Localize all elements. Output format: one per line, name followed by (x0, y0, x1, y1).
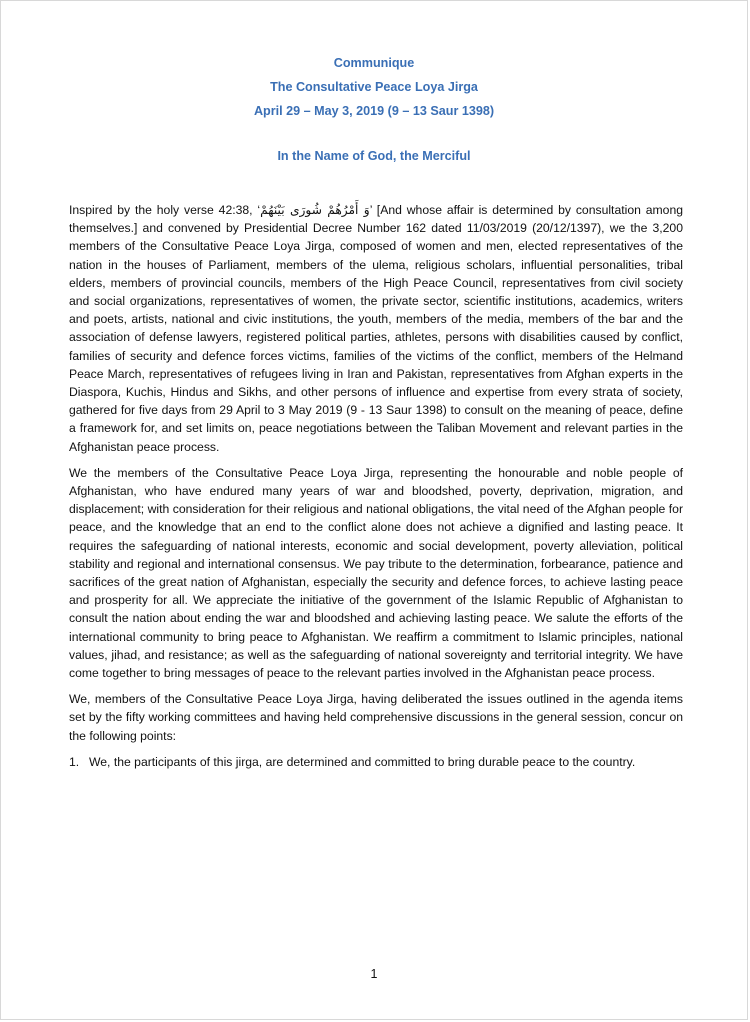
list-item-number: 1. (69, 754, 80, 769)
list-item (69, 753, 683, 771)
list-item-text: We, the participants of this jirga, are determined and committed to bring durable peace to the country. (89, 754, 636, 769)
paragraph-2: We the members of the Consultative Peace Loya Jirga, representing the honourable and noble people of Afghanistan, who have endured many years of war and bloodshed, poverty, deprivation, migration, and displacement; with consideration for their religious and national obligations, the vital need of the Afghan people for peace, and the knowledge that an end to the conflict alone does not achieve a dignified and lasting peace. It requires the safeguarding of national interests, economic and social development, poverty alleviation, political stability and regional and international consensus. We pay tribute to the determination, forbearance, patience and sacrifices of the great nation of Afghanistan, especially the security and defence forces, to achieve lasting peace and prosperity for all. We appreciate the initiative of the government of the Islamic Republic of Afghanistan to consult the nation about ending the war and bloodshed and achieving lasting peace. We salute the efforts of the international community to bring peace to Afghanistan. We reaffirm a commitment to Islamic principles, national values, jihad, and resistance; as well as the safeguarding of national sovereignty and territorial integrity. We have come together to bring messages of peace to the relevant parties involved in the Afghanistan peace process. (69, 465, 683, 681)
invocation-heading: In the Name of God, the Merciful (277, 149, 471, 163)
jirga-title: The Consultative Peace Loya Jirga (270, 80, 478, 94)
paragraph-1-intro: Inspired by the holy verse 42:38, ‘ (69, 203, 261, 217)
paragraph-1 (69, 201, 683, 456)
paragraph-1-rest: ’ [And whose affair is determined by consultation among themselves.] and convened by Presidential Decree Number 162 dated 11/03/2019 (20/12/1397), we the 3,200 members of the Consultative Peace Loya Jirga, composed of women and men, elected representatives of the nation in the houses of Parliament, members of the ulema, religious scholars, influential personalities, tribal elders, members of provincial councils, members of the High Peace Council, representatives from civil society and social organizations, representatives of women, the private sector, scientific institutions, academics, writers and poets, artists, national and civic institutions, the youth, members of the media, members of the bar and the association of defense lawyers, registered political parties, athletes, persons with disabilities caused by conflict, families of security and defence forces victims, families of the victims of the conflict, members of the Helmand Peace March, representatives of refugees living in Iran and Pakistan, representatives from Afghan experts in the Diaspora, Kuchis, Hindus and Sikhs, and other persons of influence and expertise from every strata of society, gathered for five days from 29 April to 3 May 2019 (9 - 13 Saur 1398) to consult on the meaning of peace, define a framework for, and set limits on, peace negotiations between the Taliban Movement and relevant parties in the Afghanistan peace process. (69, 203, 684, 454)
paragraph-3: We, members of the Consultative Peace Loya Jirga, having deliberated the issues outlined in the agenda items set by the fifty working committees and having held comprehensive discussions in the general session, concur on the following points: (69, 692, 683, 743)
communique-title: Communique (333, 56, 415, 70)
date-line: April 29 – May 3, 2019 (9 – 13 Saur 1398) (253, 104, 495, 118)
page-number: 1 (370, 967, 378, 981)
document-body (69, 201, 683, 771)
arabic-verse: وَ أَمْرُهُمْ شُورَى بَيْنَهُمْ (260, 203, 370, 217)
document-header (1, 51, 747, 123)
